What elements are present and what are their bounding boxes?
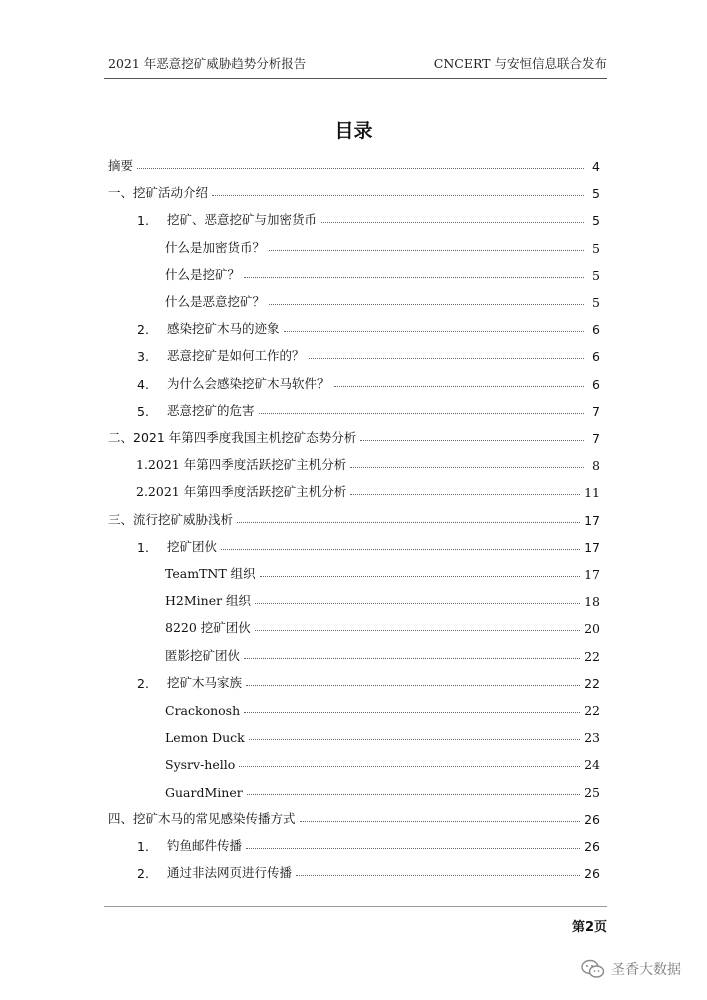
page-header	[108, 52, 607, 74]
toc-entry-page: 17	[584, 512, 600, 528]
toc-dot-leader	[309, 358, 584, 359]
toc-dot-leader	[221, 549, 580, 550]
toc-entry[interactable]	[165, 614, 600, 636]
toc-entry[interactable]	[165, 642, 600, 664]
toc-entry-label: 摘要	[108, 158, 134, 173]
toc-entry-number: 4.	[137, 376, 149, 392]
toc-entry-label: GuardMiner	[165, 784, 243, 800]
toc-entry-number: 3.	[137, 349, 149, 365]
toc-entry-page: 17	[584, 567, 600, 582]
toc-entry-page: 7	[592, 403, 600, 419]
toc-entry[interactable]	[165, 261, 600, 283]
toc-entry[interactable]	[165, 696, 600, 718]
toc-entry-label: Crackonosh	[165, 703, 241, 718]
toc-entry[interactable]	[108, 152, 600, 174]
toc-entry-number: 5.	[137, 403, 149, 419]
toc-dot-leader	[247, 794, 580, 795]
toc-entry-number: 1.	[137, 213, 149, 229]
toc-entry-page: 11	[584, 485, 600, 501]
toc-entry[interactable]	[137, 206, 600, 228]
toc-dot-leader	[239, 766, 580, 767]
wechat-icon	[581, 959, 605, 979]
header-left-title: 2021 年恶意挖矿威胁趋势分析报告	[108, 56, 307, 71]
toc-entry-label: 四、挖矿木马的常见感染传播方式	[108, 810, 296, 826]
toc-dot-leader	[244, 658, 580, 659]
toc-dot-leader	[350, 494, 580, 495]
toc-entry-page: 26	[584, 811, 600, 827]
toc-dot-leader	[296, 875, 580, 876]
toc-entry-label: 一、挖矿活动介绍	[108, 185, 209, 201]
toc-entry-page: 26	[584, 839, 600, 854]
toc-entry-number: 2.	[137, 866, 149, 882]
toc-dot-leader	[212, 195, 584, 196]
toc-dot-leader	[321, 222, 584, 223]
toc-entry-number: 2.	[137, 322, 149, 338]
toc-dot-leader	[300, 821, 581, 822]
toc-entry[interactable]	[165, 288, 600, 310]
toc-entry-page: 23	[584, 730, 600, 746]
toc-entry-page: 22	[584, 648, 600, 664]
toc-dot-leader	[246, 848, 580, 849]
toc-entry-number: 1.	[137, 539, 149, 555]
toc-dot-leader	[259, 413, 584, 414]
toc-entry[interactable]	[137, 832, 600, 854]
toc-dot-leader	[249, 739, 580, 740]
toc-entry-label: 感染挖矿木马的迹象	[167, 321, 280, 337]
toc-entry-label: 8220 挖矿团伙	[165, 620, 251, 636]
toc-entry-label: 通过非法网页进行传播	[167, 865, 293, 881]
toc-entry-page: 24	[584, 757, 600, 773]
toc-entry-page: 5	[592, 267, 600, 283]
watermark	[581, 959, 681, 979]
toc-entry-label: 恶意挖矿的危害	[167, 402, 255, 418]
toc-entry-page: 22	[584, 703, 600, 718]
toc-entry-label: 2.2021 年第四季度活跃挖矿主机分析	[136, 484, 347, 500]
toc-entry[interactable]	[165, 234, 600, 256]
toc-entry-page: 5	[592, 213, 600, 229]
toc-entry-label: 什么是加密货币？	[165, 239, 266, 255]
toc-dot-leader	[246, 685, 580, 686]
toc-dot-leader	[284, 331, 584, 332]
toc-entry-label: TeamTNT 组织	[165, 566, 256, 581]
toc-entry-page: 22	[584, 675, 600, 691]
toc-entry-label: 为什么会感染挖矿木马软件？	[167, 375, 330, 391]
page-number: 第2页	[571, 920, 607, 935]
toc-entry[interactable]	[137, 669, 600, 691]
toc-entry-page: 18	[584, 594, 600, 610]
toc-entry-page: 26	[584, 866, 600, 882]
toc-entry[interactable]	[136, 478, 600, 500]
toc-entry-label: 匿影挖矿团伙	[165, 647, 241, 663]
toc-entry[interactable]	[108, 805, 600, 827]
toc-entry-page: 7	[592, 431, 600, 446]
toc-dot-leader	[350, 467, 584, 468]
toc-dot-leader	[360, 440, 584, 441]
toc-entry[interactable]	[108, 179, 600, 201]
toc-dot-leader	[269, 250, 584, 251]
toc-entry[interactable]	[165, 723, 600, 745]
toc-entry-label: H2Miner 组织	[165, 593, 252, 609]
toc-entry-label: 挖矿、恶意挖矿与加密货币	[167, 212, 318, 228]
toc-entry-label: 什么是挖矿？	[165, 266, 241, 282]
toc-dot-leader	[137, 168, 584, 169]
toc-entry-page: 4	[592, 159, 600, 174]
toc-entry[interactable]	[165, 587, 600, 609]
toc-entry-number: 1.	[137, 839, 149, 854]
toc-dot-leader	[260, 576, 580, 577]
toc-entry-page: 25	[584, 784, 600, 800]
toc-dot-leader	[334, 386, 584, 387]
toc-entry[interactable]	[137, 370, 600, 392]
watermark-text: 圣香大数据	[611, 962, 681, 978]
toc-entry-label: Sysrv-hello	[165, 757, 236, 773]
toc-entry-page: 17	[584, 539, 600, 555]
toc-entry-page: 6	[592, 349, 600, 365]
toc-entry-page: 5	[592, 240, 600, 256]
toc-entry-number: 2.	[137, 675, 149, 691]
toc-entry[interactable]	[165, 750, 600, 772]
toc-entry-label: 三、流行挖矿威胁浅析	[108, 511, 234, 527]
toc-entry[interactable]	[137, 342, 600, 364]
toc-entry-label: 钓鱼邮件传播	[167, 838, 243, 853]
toc-entry[interactable]	[137, 859, 600, 881]
toc-entry-label: 什么是恶意挖矿？	[165, 294, 266, 309]
toc-entry-page: 5	[592, 295, 600, 310]
toc-dot-leader	[244, 712, 580, 713]
toc-entry-label: 挖矿木马家族	[167, 674, 243, 690]
toc-entry-label: 1.2021 年第四季度活跃挖矿主机分析	[136, 457, 347, 473]
footer-divider	[104, 906, 607, 907]
toc-entry[interactable]	[165, 778, 600, 800]
toc-entry-page: 20	[584, 621, 600, 637]
toc-dot-leader	[255, 603, 580, 604]
toc-dot-leader	[244, 277, 584, 278]
toc-entry-page: 8	[592, 458, 600, 474]
toc-entry[interactable]	[137, 315, 600, 337]
toc-entry[interactable]	[137, 397, 600, 419]
toc-entry-page: 5	[592, 186, 600, 202]
toc-entry-page: 6	[592, 376, 600, 392]
toc-entry[interactable]	[108, 424, 600, 446]
toc-dot-leader	[237, 522, 580, 523]
header-right-publisher: CNCERT 与安恒信息联合发布	[433, 56, 607, 71]
toc-title: 目录	[334, 120, 373, 142]
toc-entry-label: 挖矿团伙	[167, 538, 218, 554]
toc-entry[interactable]	[136, 451, 600, 473]
toc-dot-leader	[255, 630, 580, 631]
toc-entry[interactable]	[165, 560, 600, 582]
toc-entry-label: 恶意挖矿是如何工作的？	[167, 348, 305, 364]
toc-entry-label: 二、2021 年第四季度我国主机挖矿态势分析	[108, 430, 357, 445]
toc-entry-label: Lemon Duck	[165, 730, 245, 746]
toc-entry-page: 6	[592, 322, 600, 338]
toc-dot-leader	[269, 304, 584, 305]
header-divider	[104, 78, 607, 79]
toc-entry[interactable]	[137, 533, 600, 555]
toc-entry[interactable]	[108, 506, 600, 528]
